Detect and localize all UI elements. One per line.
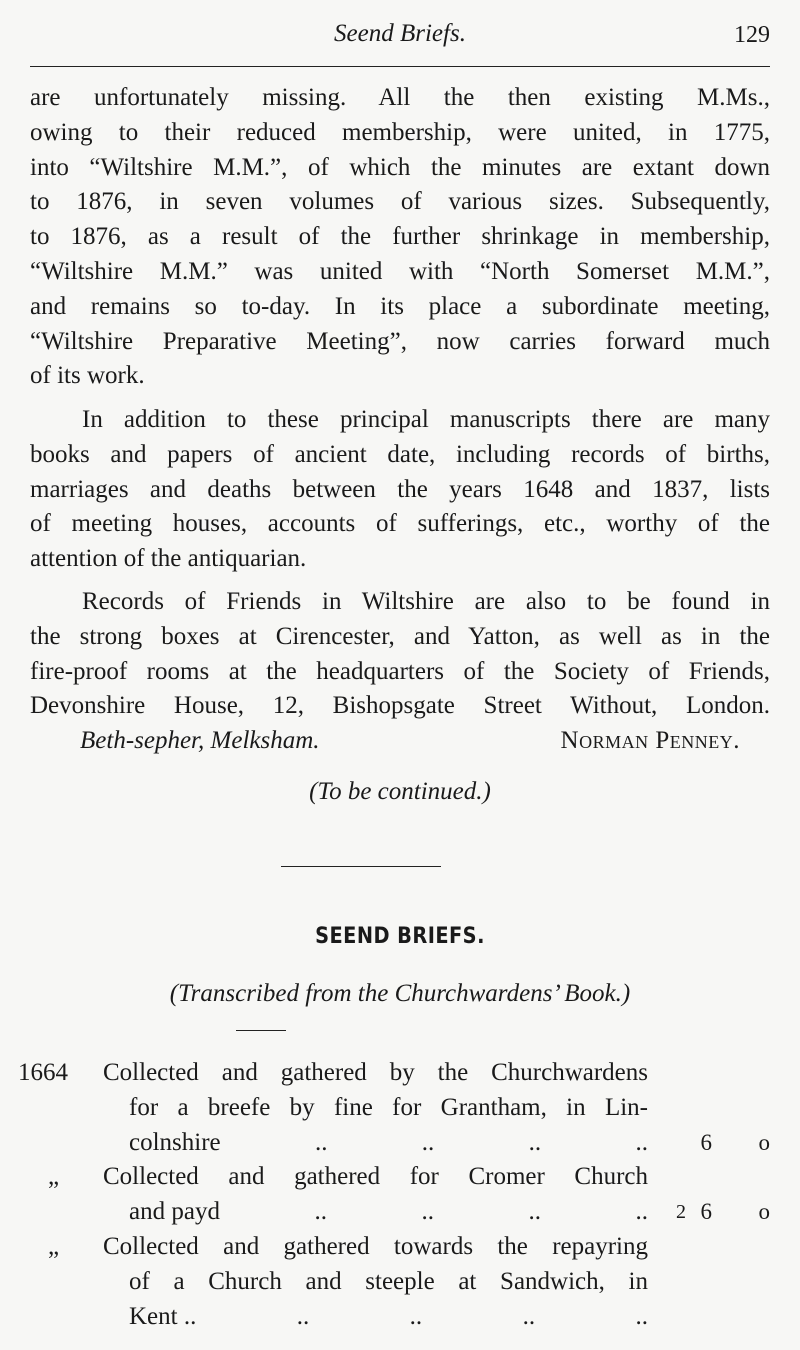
- entry-line: [0, 1300, 800, 1335]
- leader-dots: ..: [421, 1128, 435, 1156]
- section-divider: [281, 866, 441, 867]
- section-subtitle: (Transcribed from the Churchwardens’ Book.): [169, 980, 631, 1007]
- leader-dots: ..: [296, 1302, 310, 1330]
- text-line: Records of Friends in Wiltshire are also to be found in: [82, 588, 770, 615]
- text-line: to 1876, as a result of the further shrinkage in membership,: [30, 223, 770, 251]
- entry-line: [0, 1230, 800, 1265]
- leader-dots: ..: [409, 1302, 423, 1330]
- entry-line: [0, 1091, 800, 1126]
- text-line: into “Wiltshire M.M.”, of which the minutes are extant down: [30, 153, 770, 181]
- paragraph-1: [30, 81, 770, 394]
- amount-pence: o: [758, 1199, 770, 1225]
- text-line: of meeting houses, accounts of sufferings, etc., worthy of the: [30, 510, 770, 538]
- leader-dots: ..: [314, 1198, 327, 1226]
- leader-dots: ..: [635, 1198, 648, 1226]
- amount-shillings: 6: [700, 1199, 712, 1225]
- entry-line: [0, 1126, 800, 1161]
- ditto-mark: „: [48, 1163, 60, 1191]
- text-line: owing to their reduced membership, were united, in 1775,: [30, 118, 770, 146]
- leader-dots: ..: [528, 1128, 542, 1156]
- text-line: In addition to these principal manuscripts there are many: [82, 406, 770, 433]
- paragraph-2: [30, 403, 770, 577]
- text-line: of its work.: [30, 362, 145, 390]
- amount-pounds: 2: [676, 1201, 686, 1224]
- continued-note: (To be continued.): [309, 778, 491, 805]
- entry-leader: [129, 1195, 648, 1230]
- leader-dots: ..: [314, 1128, 328, 1156]
- entry-line: [0, 1160, 800, 1195]
- text-line: “Wiltshire M.M.” was united with “North Somerset M.M.”,: [30, 257, 770, 285]
- entry-year: 1664: [18, 1059, 68, 1086]
- entry-text: colnshire: [129, 1128, 221, 1156]
- text-line: attention of the antiquarian.: [30, 545, 307, 573]
- entry-leader: [129, 1126, 648, 1161]
- signature-place: Beth-sepher, Melksham.: [80, 727, 320, 754]
- amount-shillings: 6: [700, 1129, 712, 1155]
- leader-dots: ..: [635, 1128, 648, 1156]
- entry-text: of a Church and steeple at Sandwich, in: [129, 1267, 648, 1295]
- running-head: [0, 20, 800, 52]
- entry-line: [0, 1056, 800, 1091]
- leader-dots: ..: [421, 1198, 434, 1226]
- leader-dots: ..: [635, 1302, 648, 1330]
- page-number: 129: [734, 22, 770, 48]
- entry-line: [0, 1195, 800, 1230]
- entry-text: Collected and gathered by the Churchwardens: [103, 1059, 648, 1086]
- entry-text: Kent ..: [129, 1302, 197, 1330]
- text-line: are unfortunately missing. All the then existing M.Ms.,: [30, 84, 770, 111]
- leader-dots: ..: [522, 1302, 536, 1330]
- text-line: fire-proof rooms at the headquarters of the Society of Friends,: [30, 657, 770, 685]
- entry-line: [0, 1265, 800, 1300]
- paragraph-3: [30, 585, 770, 724]
- amount-pence: o: [758, 1129, 770, 1155]
- text-line: and remains so to-day. In its place a subordinate meeting,: [30, 292, 770, 320]
- running-title: Seend Briefs.: [334, 20, 466, 47]
- header-rule: [30, 66, 770, 67]
- entry-text: and payd: [129, 1198, 220, 1226]
- signature-author: Norman Penney.: [560, 727, 740, 754]
- text-line: “Wiltshire Preparative Meeting”, now carries forward much: [30, 327, 770, 355]
- leader-dots: ..: [528, 1198, 541, 1226]
- entry-text: for a breefe by fine for Grantham, in Lin-: [129, 1093, 648, 1121]
- text-line: books and papers of ancient date, including records of births,: [30, 440, 770, 468]
- entry-text: Collected and gathered towards the repayring: [103, 1232, 648, 1260]
- text-line: the strong boxes at Cirencester, and Yatton, as well as in the: [30, 622, 770, 650]
- short-divider: [236, 1030, 286, 1031]
- text-line: marriages and deaths between the years 1648 and 1837, lists: [30, 475, 770, 503]
- ditto-mark: „: [48, 1232, 60, 1260]
- section-heading: SEEND BRIEFS.: [315, 924, 485, 949]
- text-line: to 1876, in seven volumes of various sizes. Subsequently,: [30, 188, 770, 216]
- signature: [80, 727, 740, 755]
- entry-text: Collected and gathered for Cromer Church: [103, 1163, 648, 1191]
- text-line: Devonshire House, 12, Bishopsgate Street Without, London.: [30, 692, 770, 720]
- entry-leader: [129, 1300, 648, 1335]
- briefs-list: [0, 1056, 800, 1334]
